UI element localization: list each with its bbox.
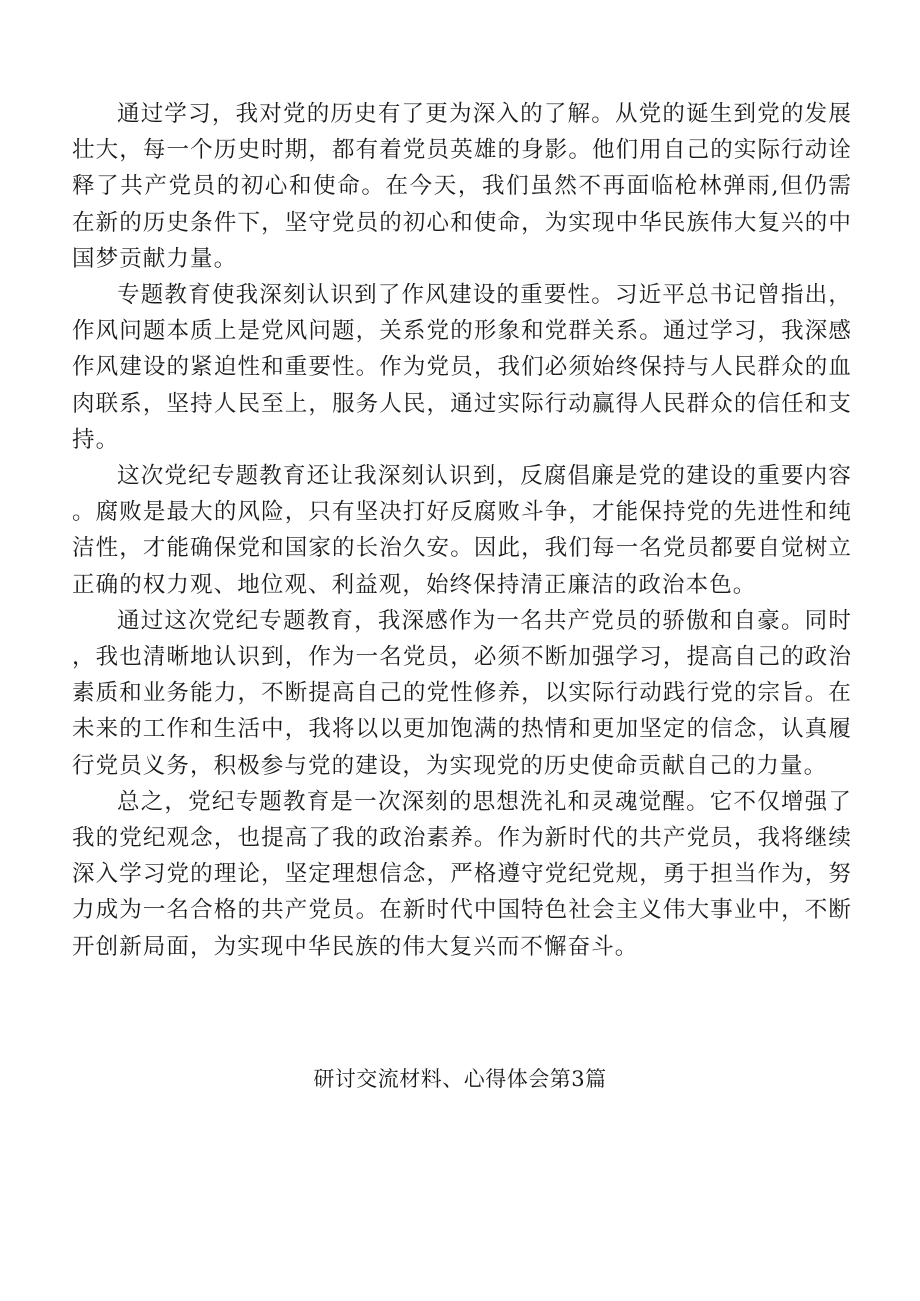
document-body	[72, 96, 852, 965]
paragraph-2: 专题教育使我深刻认识到了作风建设的重要性。习近平总书记曾指出，作风问题本质上是党风问题，关系党的形象和党群关系。通过学习，我深感作风建设的紧迫性和重要性。作为党员，我们必须始终保持与人民群众的血肉联系，坚持人民至上，服务人民，通过实际行动赢得人民群众的信任和支持。	[72, 282, 852, 453]
section-title: 研讨交流材料、心得体会第3篇	[313, 1067, 607, 1091]
paragraph-3: 这次党纪专题教育还让我深刻认识到，反腐倡廉是党的建设的重要内容。腐败是最大的风险，只有坚决打好反腐败斗争，才能保持党的先进性和纯洁性，才能确保党和国家的长治久安。因此，我们每一名党员都要自觉树立正确的权力观、地位观、利益观，始终保持清正廉洁的政治本色。	[72, 463, 852, 598]
paragraph-5: 总之，党纪专题教育是一次深刻的思想洗礼和灵魂觉醒。它不仅增强了我的党纪观念，也提高了我的政治素养。作为新时代的共产党员，我将继续深入学习党的理论，坚定理想信念，严格遵守党纪党规，勇于担当作为，努力成为一名合格的共产党员。在新时代中国特色社会主义伟大事业中，不断开创新局面，为实现中华民族的伟大复兴而不懈奋斗。	[72, 788, 852, 960]
paragraph-1: 通过学习，我对党的历史有了更为深入的了解。从党的诞生到党的发展壮大，每一个历史时期，都有着党员英雄的身影。他们用自己的实际行动诠释了共产党员的初心和使命。在今天，我们虽然不再面临枪林弹雨,但仍需在新的历史条件下，坚守党员的初心和使命，为实现中华民族伟大复兴的中国梦贡献力量。	[72, 101, 852, 272]
paragraph-4: 通过这次党纪专题教育，我深感作为一名共产党员的骄傲和自豪。同时，我也清晰地认识到，作为一名党员，必须不断加强学习，提高自己的政治素质和业务能力，不断提高自己的党性修养，以实际行动践行党的宗旨。在未来的工作和生活中，我将以以更加饱满的热情和更加坚定的信念，认真履行党员义务，积极参与党的建设，为实现党的历史使命贡献自己的力量。	[72, 607, 852, 779]
